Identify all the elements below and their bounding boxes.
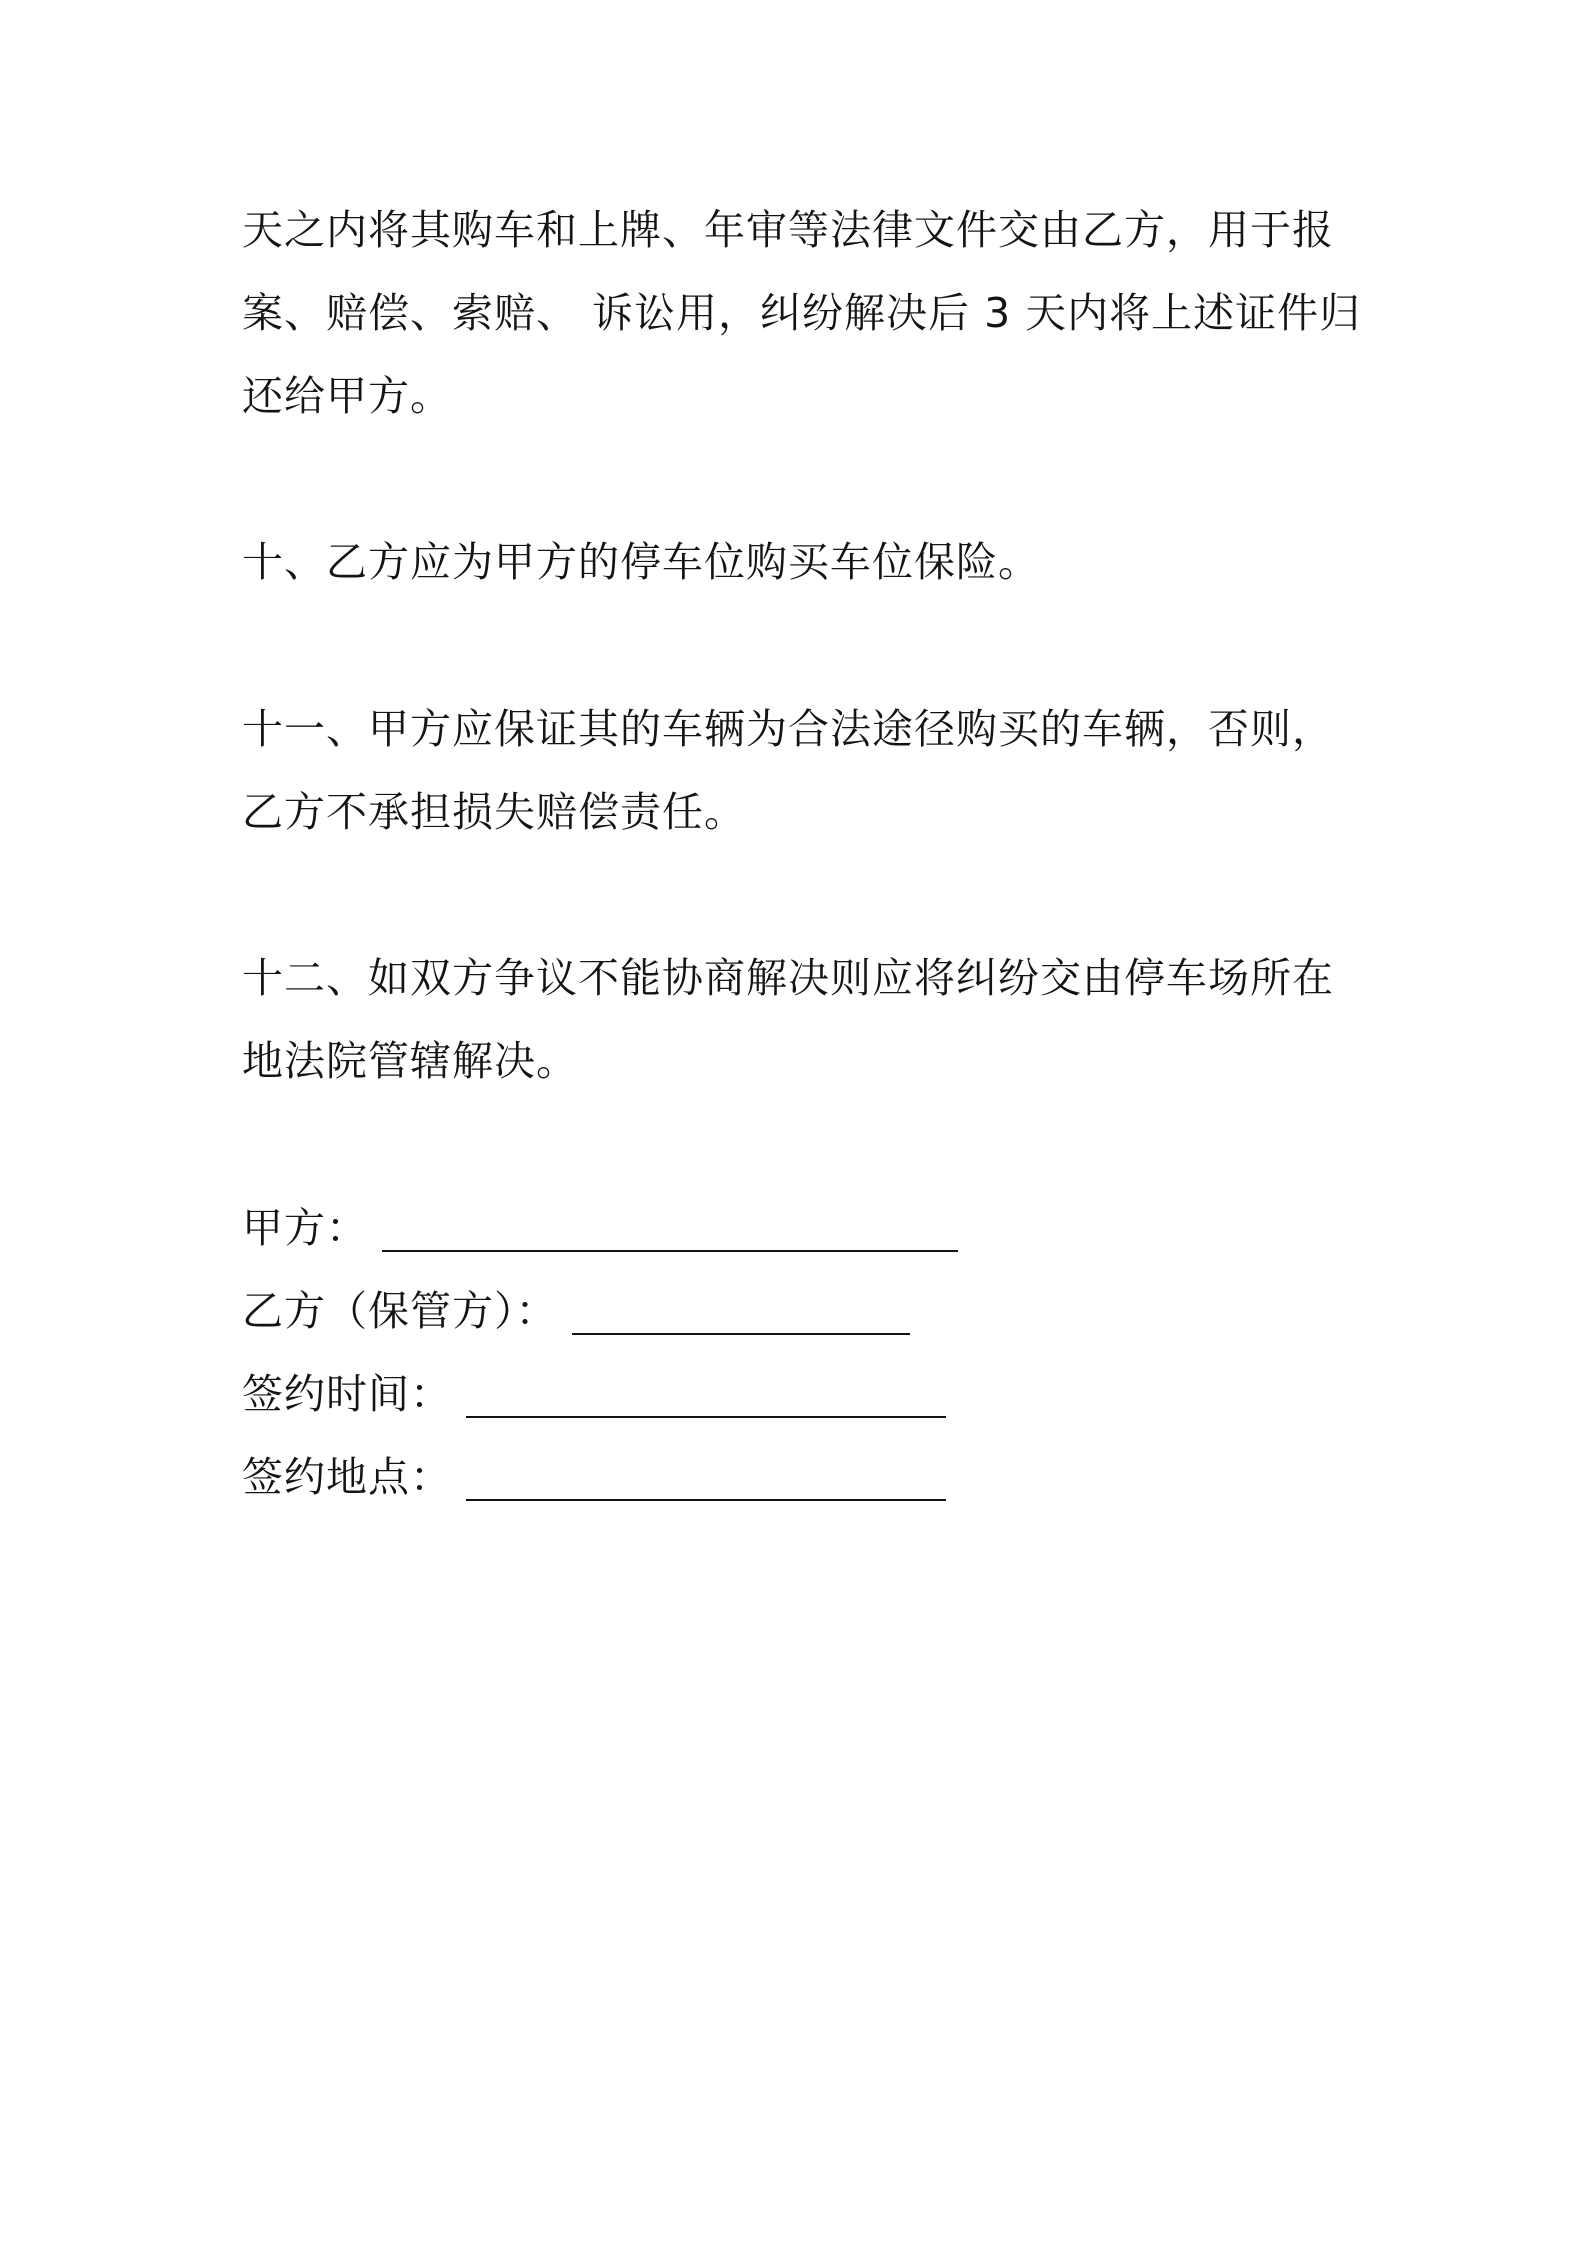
clause9-line-3: 还给甲方。 <box>242 372 452 420</box>
clause12-line-1: 十二、如双方争议不能协商解决则应将纠纷交由停车场所在 <box>242 954 1334 1002</box>
signature-party-a-blank[interactable] <box>382 1210 958 1252</box>
clause11-line-1: 十一、甲方应保证其的车辆为合法途径购买的车辆，否则， <box>242 705 1334 753</box>
signature-date <box>242 1364 946 1424</box>
clause10-line-1: 十、乙方应为甲方的停车位购买车位保险。 <box>242 538 1040 586</box>
clause9-line-2: 案、赔偿、索赔、 诉讼用，纠纷解决后 3 天内将上述证件归 <box>242 289 1362 337</box>
signature-place-blank[interactable] <box>466 1459 946 1501</box>
clause12-line-2: 地法院管辖解决。 <box>242 1037 578 1085</box>
clause9-line-1: 天之内将其购车和上牌、年审等法律文件交由乙方，用于报 <box>242 206 1334 254</box>
signature-place-label: 签约地点： <box>242 1453 452 1501</box>
signature-date-blank[interactable] <box>466 1376 946 1418</box>
signature-party-b-blank[interactable] <box>572 1293 910 1335</box>
signature-party-a-label: 甲方： <box>242 1204 368 1252</box>
clause11-line-2: 乙方不承担损失赔偿责任。 <box>242 788 746 836</box>
signature-date-label: 签约时间： <box>242 1370 452 1418</box>
signature-place <box>242 1447 946 1507</box>
signature-party-b <box>242 1281 910 1341</box>
signature-party-a <box>242 1198 958 1258</box>
signature-party-b-label: 乙方（保管方）： <box>242 1287 558 1335</box>
